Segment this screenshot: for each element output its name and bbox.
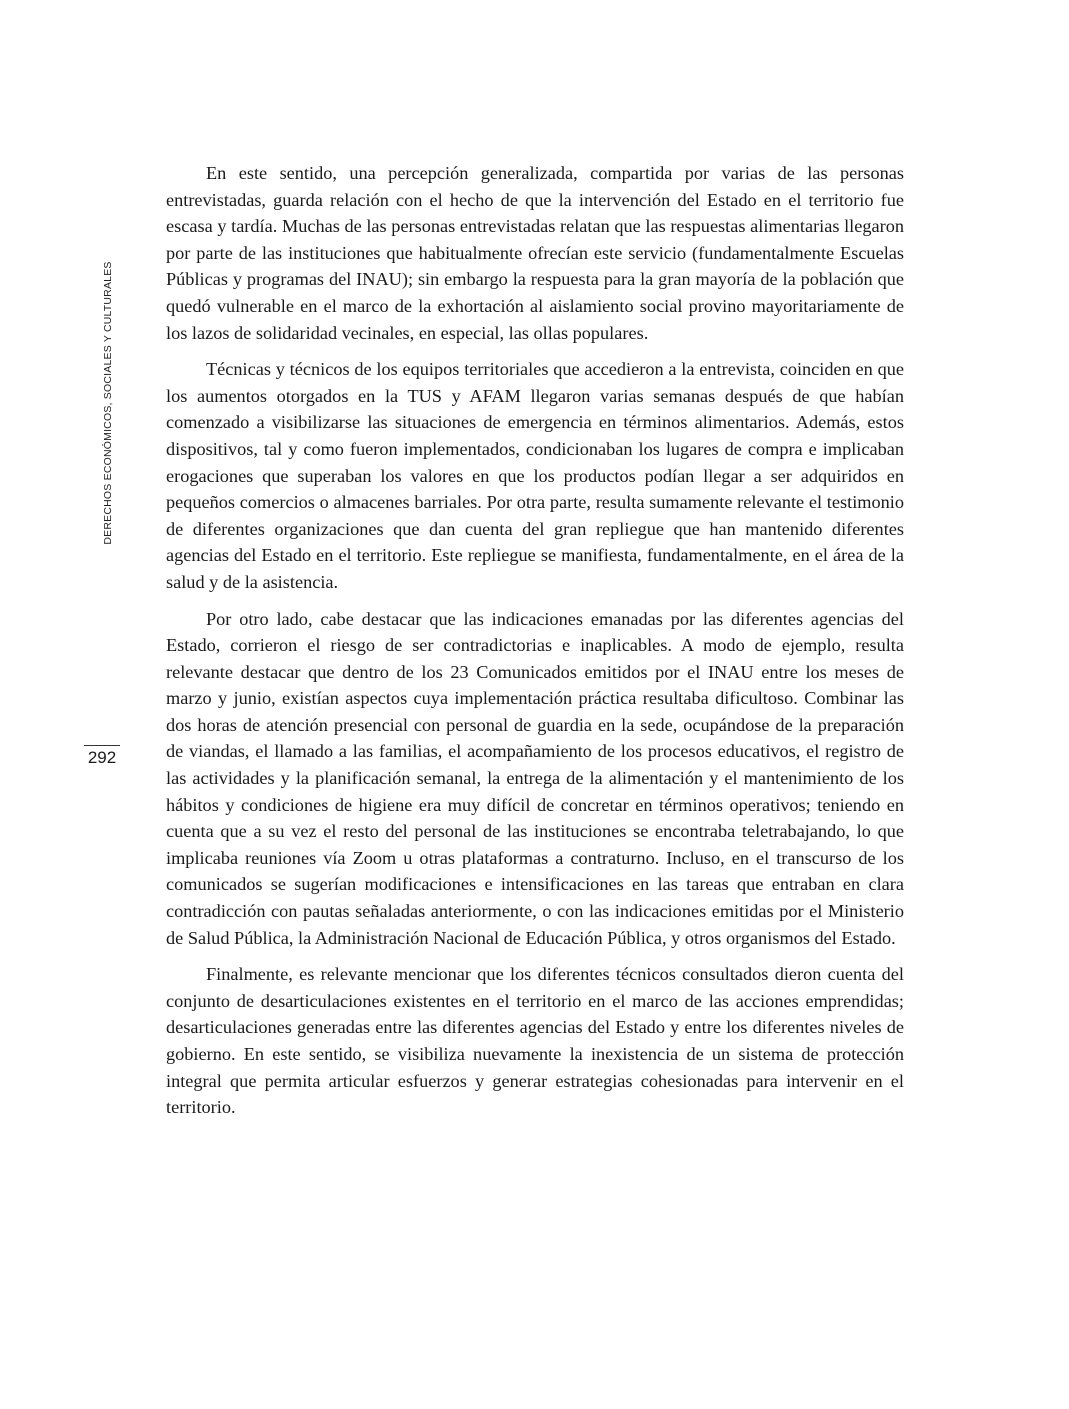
body-text — [166, 160, 904, 1131]
paragraph: Finalmente, es relevante mencionar que los diferentes técnicos consultados dieron cuenta del conjunto de desarticulaciones existentes en el territorio en el marco de las acciones emprendidas; desarticulaciones generadas entre las diferentes agencias del Estado y entre los diferentes niveles de gobierno. En este sentido, se visibiliza nuevamente la inexistencia de un sistema de protección integral que permita articular esfuerzos y generar estrategias cohesionadas para intervenir en el territorio. — [166, 964, 904, 1118]
paragraph: En este sentido, una percepción generalizada, compartida por varias de las personas entrevistadas, guarda relación con el hecho de que la intervención del Estado en el territorio fue escasa y tardía. Muchas de las personas entrevistadas relatan que las respuestas alimentarias llegaron por parte de las instituciones que habitualmente ofrecían este servicio (fundamentalmente Escuelas Públicas y programas del INAU); sin embargo la respuesta para la gran mayoría de la población que quedó vulnerable en el marco de la exhortación al aislamiento social provino mayoritariamente de los lazos de solidaridad vecinales, en especial, las ollas populares. — [166, 163, 904, 343]
paragraph: Por otro lado, cabe destacar que las indicaciones emanadas por las diferentes agencias del Estado, corrieron el riesgo de ser contradictorias e inaplicables. A modo de ejemplo, resulta relevante destacar que dentro de los 23 Comunicados emitidos por el INAU entre los meses de marzo y junio, existían aspectos cuya implementación práctica resultaba dificultoso. Combinar las dos horas de atención presencial con personal de guardia en la sede, ocupándose de la preparación de viandas, el llamado a las familias, el acompañamiento de los procesos educativos, el registro de las actividades y la planificación semanal, la entrega de la alimentación y el mantenimiento de los hábitos y condiciones de higiene era muy difícil de concretar en términos operativos; teniendo en cuenta que a su vez el resto del personal de las instituciones se encontraba teletrabajando, lo que implicaba reuniones vía Zoom u otras plataformas a contraturno. Incluso, en el transcurso de los comunicados se sugerían modificaciones e intensificaciones en las tareas que entraban en clara contradicción con pautas señaladas anteriormente, o con las indicaciones emitidas por el Ministerio de Salud Pública, la Administración Nacional de Educación Pública, y otros organismos del Estado. — [166, 608, 904, 948]
paragraph: Técnicas y técnicos de los equipos territoriales que accedieron a la entrevista, coinciden en que los aumentos otorgados en la TUS y AFAM llegaron varias semanas después de que habían comenzado a visibilizarse las situaciones de emergencia en términos alimentarios. Además, estos dispositivos, tal y como fueron implementados, condicionaban los lugares de compra e implicaban erogaciones que superaban los valores en que los productos podían llegar a ser adquiridos en pequeños comercios o almacenes barriales. Por otra parte, resulta sumamente relevante el testimonio de diferentes organizaciones que dan cuenta del gran repliegue que han mantenido diferentes agencias del Estado en el territorio. Este repliegue se manifiesta, fundamentalmente, en el área de la salud y de la asistencia. — [166, 359, 904, 592]
page-number: 292 — [84, 745, 120, 768]
running-head: DERECHOS ECONÓMICOS, SOCIALES Y CULTURALES — [102, 261, 114, 545]
